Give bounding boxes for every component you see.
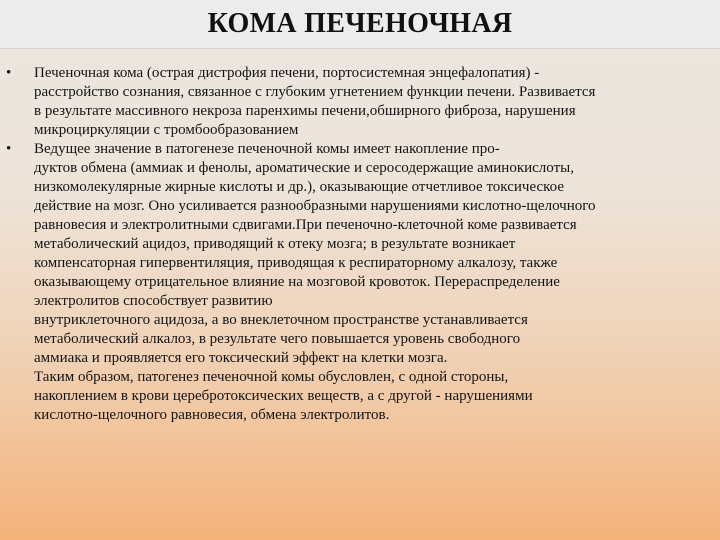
text-line: электролитов способствует развитию (34, 293, 273, 309)
text-line: Печеночная кома (острая дистрофия печени, портосистемная энцефалопатия) - (34, 65, 540, 81)
text-line: метаболический ацидоз, приводящий к отеку мозга; в результате возникает (34, 236, 516, 252)
text-line: внутриклеточного ацидоза, а во внеклеточном пространстве устанавливается (34, 312, 528, 328)
slide-body (0, 64, 720, 425)
text-line: оказывающему отрицательное влияние на мозговой кровоток. Перераспределение (34, 274, 560, 290)
title-bar (0, 0, 720, 49)
bullet-list (0, 64, 720, 425)
text-line: в результате массивного некроза паренхимы печени,обширного фиброза, нарушения (34, 103, 576, 119)
bullet-item-pathogenesis (0, 140, 720, 425)
bullet-marker: • (6, 65, 12, 81)
text-line: дуктов обмена (аммиак и фенолы, ароматические и серосодержащие аминокислоты, (34, 160, 574, 176)
text-line: компенсаторная гипервентиляция, приводящая к респираторному алкалозу, также (34, 255, 558, 271)
text-line: низкомолекулярные жирные кислоты и др.), оказывающие отчетливое токсическое (34, 179, 565, 195)
text-line: метаболический алкалоз, в результате чего повышается уровень свободного (34, 331, 521, 347)
text-line: аммиака и проявляется его токсический эффект на клетки мозга. (34, 350, 448, 366)
text-line: расстройство сознания, связанное с глубоким угнетением функции печени. Развивается (34, 84, 596, 100)
text-line: действие на мозг. Оно усиливается разнообразными нарушениями кислотно-щелочного (34, 198, 596, 214)
text-line: накоплением в крови церебротоксических веществ, а с другой - нарушениями (34, 388, 533, 404)
text-line: микроциркуляции с тромбообразованием (34, 122, 299, 138)
slide-title: КОМА ПЕЧЕНОЧНАЯ (207, 8, 513, 39)
bullet-marker: • (6, 141, 12, 157)
bullet-item-definition (0, 64, 720, 140)
text-line: равновесия и электролитными сдвигами.При печеночно-клеточной коме развивается (34, 217, 577, 233)
text-line: Ведущее значение в патогенезе печеночной комы имеет накопление про- (34, 141, 500, 157)
text-line: кислотно-щелочного равновесия, обмена электролитов. (34, 407, 390, 423)
text-line: Таким образом, патогенез печеночной комы обусловлен, с одной стороны, (34, 369, 509, 385)
